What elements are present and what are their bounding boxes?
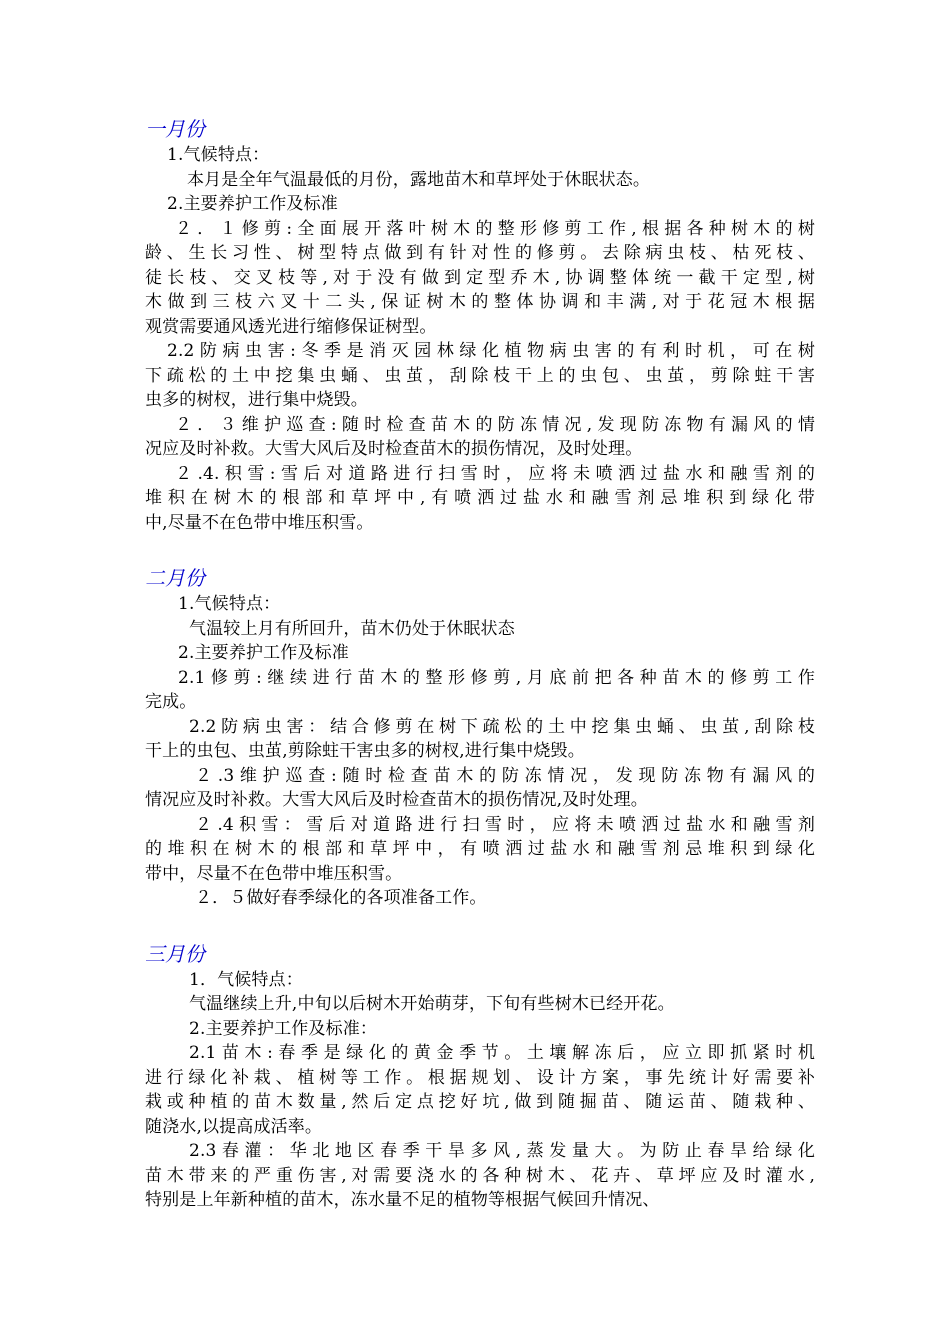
text-line: 苗木带来的严重伤害,对需要浇水的各种树木、花卉、草坪应及时灌水, bbox=[145, 1165, 815, 1186]
paragraph bbox=[145, 168, 815, 193]
month-heading: 一月份 bbox=[145, 119, 205, 141]
text-line: 栽或种植的苗木数量,然后定点挖好坑,做到随掘苗、随运苗、随栽种、 bbox=[145, 1092, 815, 1112]
text-line: 2.1苗木:春季是绿化的黄金季节。土壤解冻后，应立即抓紧时机 bbox=[189, 1043, 815, 1063]
paragraph bbox=[145, 666, 815, 715]
paragraph bbox=[145, 339, 815, 413]
text-line: ２．５做好春季绿化的各项准备工作。 bbox=[195, 888, 487, 908]
paragraph bbox=[145, 1139, 815, 1213]
month-section bbox=[145, 567, 815, 911]
month-heading: 三月份 bbox=[145, 943, 205, 966]
document-page bbox=[145, 118, 815, 1245]
text-line: 2.1修剪:继续进行苗木的整形修剪,月底前把各种苗木的修剪工作 bbox=[178, 667, 815, 688]
text-line: ２．３维护巡查:随时检查苗木的防冻情况,发现防冻物有漏风的情 bbox=[175, 414, 815, 435]
text-line: 堆积在树木的根部和草坪中,有喷洒过盐水和融雪剂忌堆积到绿化带 bbox=[145, 488, 815, 508]
text-line: 带中，尽量不在色带中堆压积雪。 bbox=[145, 863, 403, 884]
paragraph bbox=[145, 592, 815, 617]
text-line: 气温继续上升,中旬以后树木开始萌芽，下旬有些树木已经开花。 bbox=[189, 994, 675, 1014]
text-line: 龄、生长习性、树型特点做到有针对性的修剪。去除病虫枝、枯死枝、 bbox=[145, 243, 815, 263]
text-line: 观赏需要通风透光进行缩修保证树型。 bbox=[145, 316, 437, 337]
paragraph bbox=[145, 192, 815, 217]
text-line: 下疏松的土中挖集虫蛹、虫茧，刮除枝干上的虫包、虫茧，剪除蛀干害 bbox=[145, 365, 815, 386]
paragraph bbox=[145, 886, 815, 911]
text-line: 2.3春灌：华北地区春季干旱多风,蒸发量大。为防止春旱给绿化 bbox=[189, 1141, 815, 1161]
text-line: 随浇水,以提高成活率。 bbox=[145, 1116, 323, 1137]
paragraph bbox=[145, 1041, 815, 1139]
paragraph bbox=[145, 413, 815, 462]
text-line: 2.2防病虫害：结合修剪在树下疏松的土中挖集虫蛹、虫茧,刮除枝 bbox=[189, 716, 815, 737]
paragraph bbox=[145, 764, 815, 813]
text-line: ２.3维护巡查:随时检查苗木的防冻情况，发现防冻物有漏风的 bbox=[195, 765, 815, 786]
text-line: 2.2防病虫害:冬季是消灭园林绿化植物病虫害的有利时机，可在树 bbox=[167, 341, 815, 361]
month-section bbox=[145, 118, 815, 535]
month-section bbox=[145, 943, 815, 1213]
text-line: 1.气候特点： bbox=[167, 145, 270, 165]
paragraph bbox=[145, 968, 815, 993]
text-line: 木做到三枝六叉十二头,保证树木的整体协调和丰满,对于花冠木根据 bbox=[145, 292, 815, 312]
text-line: 2.主要养护工作及标准 bbox=[167, 194, 338, 214]
paragraph bbox=[145, 992, 815, 1017]
text-line: 完成。 bbox=[145, 692, 197, 712]
text-line: 况应及时补救。大雪大风后及时检查苗木的损伤情况，及时处理。 bbox=[145, 439, 643, 459]
paragraph bbox=[145, 143, 815, 168]
paragraph bbox=[145, 715, 815, 764]
text-line: 本月是全年气温最低的月份，露地苗木和草坪处于休眠状态。 bbox=[187, 169, 651, 190]
text-line: 虫多的树杈，进行集中烧毁。 bbox=[145, 390, 368, 410]
text-line: 1．气候特点： bbox=[189, 969, 303, 990]
paragraph bbox=[145, 217, 815, 340]
paragraph bbox=[145, 813, 815, 887]
text-line: 进行绿化补栽、植树等工作。根据规划、设计方案，事先统计好需要补 bbox=[145, 1067, 815, 1088]
text-line: ２.4.积雪:雪后对道路进行扫雪时，应将未喷洒过盐水和融雪剂的 bbox=[175, 463, 815, 484]
text-line: 1.气候特点： bbox=[178, 594, 281, 614]
text-line: 特别是上年新种植的苗木，冻水量不足的植物等根据气候回升情况、 bbox=[145, 1190, 660, 1210]
paragraph bbox=[145, 641, 815, 666]
paragraph bbox=[145, 617, 815, 642]
text-line: 2.主要养护工作及标准： bbox=[189, 1018, 378, 1039]
text-line: 情况应及时补救。大雪大风后及时检查苗木的损伤情况,及时处理。 bbox=[145, 790, 648, 810]
text-line: ２.4积雪：雪后对道路进行扫雪时，应将未喷洒过盐水和融雪剂 bbox=[195, 814, 815, 835]
text-line: ２．１修剪:全面展开落叶树木的整形修剪工作,根据各种树木的树 bbox=[175, 218, 815, 239]
text-line: 中,尽量不在色带中堆压积雪。 bbox=[145, 512, 374, 533]
text-line: 的堆积在树木的根部和草坪中，有喷洒过盐水和融雪剂忌堆积到绿化 bbox=[145, 839, 815, 859]
text-line: 气温较上月有所回升，苗木仍处于休眠状态 bbox=[189, 618, 515, 639]
paragraph bbox=[145, 1017, 815, 1042]
month-heading: 二月份 bbox=[145, 568, 205, 590]
text-line: 徒长枝、交叉枝等,对于没有做到定型乔木,协调整体统一截干定型,树 bbox=[145, 267, 815, 288]
paragraph bbox=[145, 462, 815, 536]
text-line: 2.主要养护工作及标准 bbox=[178, 643, 349, 663]
text-line: 干上的虫包、虫茧,剪除蛀干害虫多的树杈,进行集中烧毁。 bbox=[145, 741, 585, 761]
